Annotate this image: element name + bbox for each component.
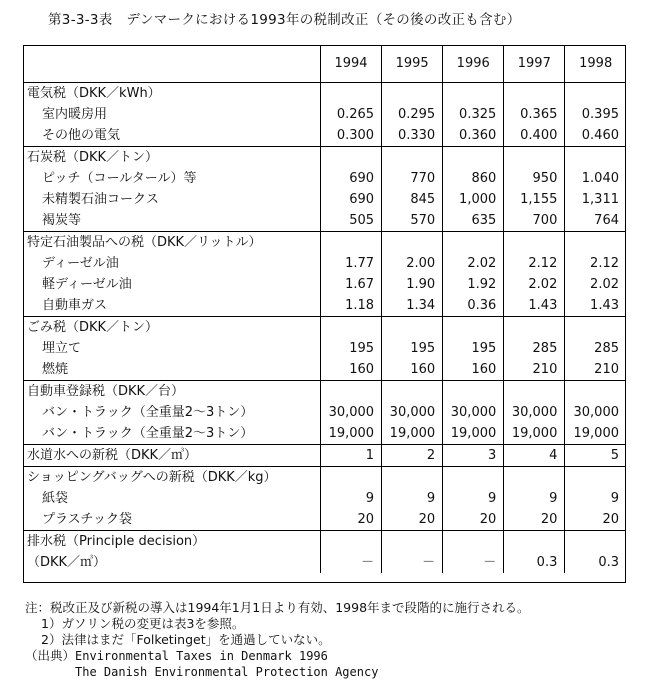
value-cell: 210: [504, 359, 565, 381]
row-label: 燃焼: [42, 362, 69, 377]
table-row: [23, 295, 626, 317]
table-row: [23, 274, 626, 295]
empty-cell: [382, 467, 443, 489]
empty-cell: [565, 531, 626, 553]
table-row: [23, 509, 626, 531]
value-cell: 30,000: [382, 402, 443, 423]
value-cell: 1.90: [382, 274, 443, 295]
empty-cell: [504, 467, 565, 489]
group-header: ごみ税（DKK／トン）: [23, 317, 320, 339]
table-row: [23, 359, 626, 381]
value-cell: 4: [504, 445, 565, 467]
empty-cell: [504, 381, 565, 403]
value-cell: 2.00: [382, 253, 443, 274]
row-label: ピッチ（コールタール）等: [42, 171, 197, 186]
value-cell: 19,000: [382, 423, 443, 445]
table-row: [23, 338, 626, 359]
water-row: [23, 445, 626, 467]
note-main: 注：税改正及び新税の導入は1994年1月1日より有効、1998年まで段階的に施行される。: [25, 600, 530, 615]
value-cell: 0.295: [382, 104, 443, 125]
value-cell: 505: [320, 210, 381, 232]
group-header-row: [23, 317, 626, 339]
group-header-row: [23, 232, 626, 254]
group-header-row: [23, 531, 626, 553]
value-cell: 1.43: [565, 295, 626, 317]
value-cell: 0.36: [443, 295, 504, 317]
group-header-row: [23, 381, 626, 403]
year-header: 1997: [504, 45, 565, 83]
tax-table: [23, 45, 626, 573]
empty-cell: [382, 147, 443, 169]
value-cell: 0.330: [382, 125, 443, 147]
value-cell: 1: [320, 445, 381, 467]
group-header: ショッピングバッグへの新税（DKK／kg）: [23, 467, 320, 489]
value-cell: 0.400: [504, 125, 565, 147]
value-cell: 1.43: [504, 295, 565, 317]
header-row: [23, 45, 626, 83]
value-cell: 1.34: [382, 295, 443, 317]
value-cell: 0.3: [504, 552, 565, 573]
value-cell: 1,155: [504, 189, 565, 210]
value-cell: 0.395: [565, 104, 626, 125]
row-label: 未精製石油コークス: [42, 192, 159, 207]
row-label: バン・トラック（全重量2～3トン）: [42, 426, 254, 441]
value-cell: 770: [382, 168, 443, 189]
value-cell: 700: [504, 210, 565, 232]
value-cell: 0.460: [565, 125, 626, 147]
table-row: [23, 253, 626, 274]
group-header: 自動車登録税（DKK／台）: [23, 381, 320, 403]
empty-cell: [443, 232, 504, 254]
group-header-row: [23, 467, 626, 489]
notes: [25, 600, 530, 680]
value-cell: 285: [565, 338, 626, 359]
value-cell: 3: [443, 445, 504, 467]
value-cell: 5: [565, 445, 626, 467]
empty-cell: [443, 531, 504, 553]
empty-cell: [382, 232, 443, 254]
group-header: 電気税（DKK／kWh）: [23, 83, 320, 105]
value-cell: 160: [382, 359, 443, 381]
value-cell: 764: [565, 210, 626, 232]
value-cell: 1,311: [565, 189, 626, 210]
empty-cell: [443, 147, 504, 169]
value-cell: 690: [320, 189, 381, 210]
empty-cell: [320, 83, 381, 105]
value-cell: 195: [320, 338, 381, 359]
value-cell: 2.02: [565, 274, 626, 295]
value-cell: 2.12: [565, 253, 626, 274]
empty-cell: [443, 317, 504, 339]
table-row: [23, 402, 626, 423]
empty-cell: [443, 467, 504, 489]
empty-cell: [320, 381, 381, 403]
row-label: その他の電気: [42, 128, 121, 143]
empty-cell: [565, 317, 626, 339]
empty-cell: [443, 381, 504, 403]
empty-cell: [320, 147, 381, 169]
empty-cell: [565, 232, 626, 254]
value-cell: 285: [504, 338, 565, 359]
value-cell: 0.300: [320, 125, 381, 147]
empty-cell: [382, 531, 443, 553]
table-row: [23, 552, 626, 573]
year-header: 1994: [320, 45, 381, 83]
table-row: [23, 488, 626, 509]
empty-cell: [320, 531, 381, 553]
value-cell: 1.040: [565, 168, 626, 189]
value-cell: －: [443, 552, 504, 573]
source-line-1: [25, 648, 530, 664]
table-row: [23, 168, 626, 189]
value-cell: 2.02: [504, 274, 565, 295]
value-cell: 635: [443, 210, 504, 232]
row-label: ディーゼル油: [42, 256, 119, 271]
value-cell: 845: [382, 189, 443, 210]
value-cell: －: [382, 552, 443, 573]
value-cell: 1,000: [443, 189, 504, 210]
row-label: 埋立て: [42, 341, 82, 356]
table-row: [23, 125, 626, 147]
year-header: 1998: [565, 45, 626, 83]
row-label: 自動車ガス: [42, 298, 108, 313]
note-2: 2）法律はまだ「Folketinget」を通過していない。: [41, 632, 331, 647]
value-cell: 0.3: [565, 552, 626, 573]
empty-cell: [443, 83, 504, 105]
table-title: 第3-3-3表 デンマークにおける1993年の税制改正（その後の改正も含む）: [48, 12, 521, 28]
row-label: 室内暖房用: [42, 107, 108, 122]
empty-cell: [320, 317, 381, 339]
group-header: 排水税（Principle decision）: [23, 531, 320, 553]
group-header: 特定石油製品への税（DKK／リットル）: [23, 232, 320, 254]
table-row: [23, 104, 626, 125]
value-cell: 1.67: [320, 274, 381, 295]
value-cell: 160: [320, 359, 381, 381]
value-cell: 30,000: [504, 402, 565, 423]
value-cell: 1.77: [320, 253, 381, 274]
value-cell: 19,000: [443, 423, 504, 445]
empty-cell: [565, 83, 626, 105]
value-cell: 160: [443, 359, 504, 381]
value-cell: 2.02: [443, 253, 504, 274]
row-label: 紙袋: [42, 491, 69, 506]
empty-cell: [504, 531, 565, 553]
empty-cell: [382, 83, 443, 105]
empty-cell: [504, 232, 565, 254]
value-cell: 2.12: [504, 253, 565, 274]
group-header-row: [23, 83, 626, 105]
header-corner: [23, 45, 320, 83]
value-cell: 690: [320, 168, 381, 189]
value-cell: 570: [382, 210, 443, 232]
note-1: 1）ガソリン税の変更は表3を参照。: [41, 616, 245, 631]
value-cell: 30,000: [565, 402, 626, 423]
value-cell: 0.365: [504, 104, 565, 125]
value-cell: 20: [382, 509, 443, 531]
year-header: 1995: [382, 45, 443, 83]
value-cell: 9: [565, 488, 626, 509]
value-cell: 1.92: [443, 274, 504, 295]
value-cell: 2: [382, 445, 443, 467]
value-cell: 210: [565, 359, 626, 381]
value-cell: 20: [504, 509, 565, 531]
value-cell: 9: [382, 488, 443, 509]
group-header: 石炭税（DKK／トン）: [23, 147, 320, 169]
value-cell: 950: [504, 168, 565, 189]
empty-cell: [565, 467, 626, 489]
row-label: 水道水への新税（DKK／㎥）: [23, 445, 320, 467]
value-cell: 19,000: [320, 423, 381, 445]
source-label: （出典）: [25, 648, 76, 663]
value-cell: 20: [320, 509, 381, 531]
empty-cell: [504, 147, 565, 169]
group-header-row: [23, 147, 626, 169]
value-cell: 9: [504, 488, 565, 509]
value-cell: 9: [320, 488, 381, 509]
table-row: [23, 189, 626, 210]
empty-cell: [504, 83, 565, 105]
value-cell: 1.18: [320, 295, 381, 317]
value-cell: 20: [565, 509, 626, 531]
value-cell: 195: [382, 338, 443, 359]
value-cell: 9: [443, 488, 504, 509]
empty-cell: [320, 232, 381, 254]
value-cell: 20: [443, 509, 504, 531]
source-title: Environmental Taxes in Denmark 1996: [75, 649, 328, 663]
value-cell: 195: [443, 338, 504, 359]
empty-cell: [565, 381, 626, 403]
row-label: バン・トラック（全重量2～3トン）: [42, 405, 254, 420]
year-header: 1996: [443, 45, 504, 83]
value-cell: 860: [443, 168, 504, 189]
empty-cell: [382, 317, 443, 339]
value-cell: 30,000: [320, 402, 381, 423]
empty-cell: [320, 467, 381, 489]
row-label: 軽ディーゼル油: [42, 277, 132, 292]
value-cell: 0.325: [443, 104, 504, 125]
value-cell: －: [320, 552, 381, 573]
empty-cell: [382, 381, 443, 403]
source-line-2: The Danish Environmental Protection Agency: [75, 665, 379, 679]
table-row: [23, 210, 626, 232]
value-cell: 19,000: [565, 423, 626, 445]
value-cell: 0.265: [320, 104, 381, 125]
empty-cell: [565, 147, 626, 169]
empty-cell: [504, 317, 565, 339]
value-cell: 0.360: [443, 125, 504, 147]
row-label: （DKK／㎥）: [27, 555, 107, 570]
value-cell: 30,000: [443, 402, 504, 423]
table-row: [23, 423, 626, 445]
row-label: 褐炭等: [42, 213, 82, 228]
row-label: プラスチック袋: [42, 512, 132, 527]
value-cell: 19,000: [504, 423, 565, 445]
